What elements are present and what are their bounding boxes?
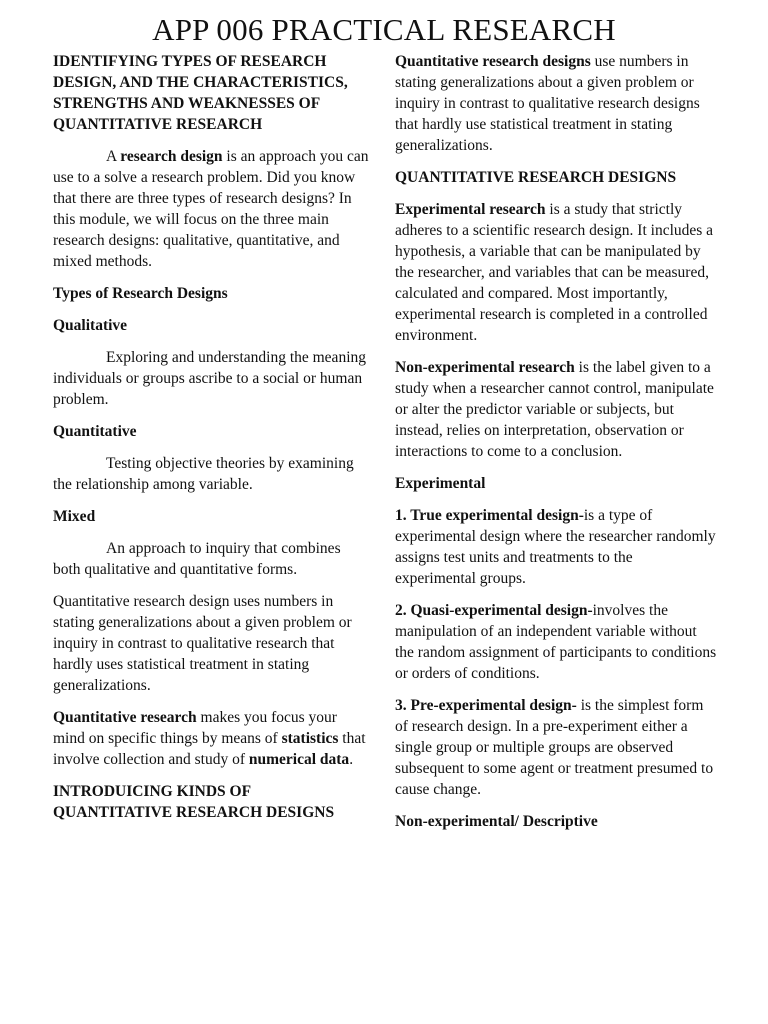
qualitative-text: Exploring and understanding the meaning individuals or groups ascribe to a social or human problem.	[53, 349, 366, 408]
experimental-research-paragraph: Experimental research is a study that strictly adheres to a scientific research design. It includes a hypothesis, a variable that can be manipulated by the researcher, and variables that can be measured, calculated and compared. Most importantly, experimental research is completed in a controlled environment.	[395, 201, 714, 344]
qualitative-heading: Qualitative	[53, 317, 128, 334]
mixed-heading: Mixed	[53, 508, 96, 525]
main-heading: IDENTIFYING TYPES OF RESEARCH DESIGN, AND THE CHARACTERISTICS, STRENGTHS AND WEAKNESSES OF QUANTITATIVE RESEARCH	[53, 53, 348, 133]
mixed-text: An approach to inquiry that combines both qualitative and quantitative forms.	[53, 540, 341, 578]
pre-experimental-item: 3. Pre-experimental design- is the simplest form of research design. In a pre-experiment either a single group or multiple groups are observed subsequent to some agent or treatment presumed to cause change.	[395, 697, 714, 798]
types-heading: Types of Research Designs	[53, 285, 228, 302]
quant-research-paragraph: Quantitative research makes you focus your mind on specific things by means of statistics that involve collection and study of numerical data.	[53, 709, 366, 768]
quantitative-text: Testing objective theories by examining the relationship among variable.	[53, 455, 354, 493]
right-column	[395, 51, 717, 843]
qrd-paragraph: Quantitative research designs use numbers in stating generalizations about a given problem or inquiry in contrast to qualitative research designs that hardly use statistical treatment in stating generalizations.	[395, 53, 700, 154]
left-column	[53, 51, 371, 834]
experimental-heading: Experimental	[395, 475, 486, 492]
non-experimental-heading: Non-experimental/ Descriptive	[395, 813, 598, 830]
quasi-experimental-item: 2. Quasi-experimental design-involves the manipulation of an independent variable without the random assignment of participants to conditions or orders of conditions.	[395, 602, 717, 682]
true-experimental-item: 1. True experimental design-is a type of experimental design where the researcher randomly assigns test units and treatments to the experimental groups.	[395, 507, 716, 587]
quantitative-heading: Quantitative	[53, 423, 137, 440]
qrd-heading: QUANTITATIVE RESEARCH DESIGNS	[395, 169, 677, 186]
intro-kinds-heading: INTRODUICING KINDS OF QUANTITATIVE RESEARCH DESIGNS	[53, 783, 335, 821]
quant-design-paragraph: Quantitative research design uses numbers in stating generalizations about a given problem or inquiry in contrast to qualitative research that hardly uses statistical treatment in stating generalizations.	[53, 593, 352, 694]
intro-paragraph: A research design is an approach you can use to a solve a research problem. Did you know that there are three types of research designs? In this module, we will focus on the three main research designs: qualitative, quantitative, and mixed methods.	[53, 148, 369, 270]
page-title: APP 006 PRACTICAL RESEARCH	[152, 12, 616, 47]
non-experimental-research-paragraph: Non-experimental research is the label given to a study when a researcher cannot control, manipulate or alter the predictor variable or subjects, but instead, relies on interpretation, observation or interactions to come to a conclusion.	[395, 359, 714, 460]
